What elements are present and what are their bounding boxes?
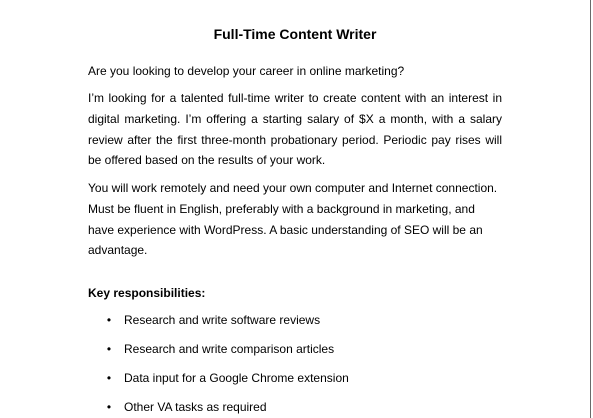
list-item-text: Research and write comparison articles [124, 342, 335, 356]
bullet-icon: • [106, 400, 112, 414]
list-item-text: Other VA tasks as required [124, 400, 267, 414]
bullet-icon: • [106, 313, 112, 327]
list-item [0, 339, 500, 359]
document-title: Full-Time Content Writer [213, 26, 377, 42]
intro-paragraph: Are you looking to develop your career in online marketing? [88, 64, 405, 78]
list-item [0, 397, 500, 417]
bullet-icon: • [106, 371, 112, 385]
salary-paragraph: I’m looking for a talented full-time writer to create content with an interest in digital marketing. I’m offering a starting salary of $X a month, with a salary review after the first three-month probationary period. Periodic pay rises will be offered based on the results of your work. [88, 91, 502, 168]
bullet-icon: • [106, 342, 112, 356]
list-item [0, 310, 500, 330]
list-item-text: Research and write software reviews [124, 313, 321, 327]
page-edge-divider [590, 0, 591, 418]
responsibilities-heading: Key responsibilities: [88, 286, 206, 300]
list-item-text: Data input for a Google Chrome extension [124, 371, 349, 385]
list-item [0, 368, 500, 388]
requirements-paragraph: You will work remotely and need your own computer and Internet connection. Must be fluent in English, preferably with a background in marketing, and have experience with WordPress. A basic understanding of SEO will be an advantage. [88, 181, 498, 258]
